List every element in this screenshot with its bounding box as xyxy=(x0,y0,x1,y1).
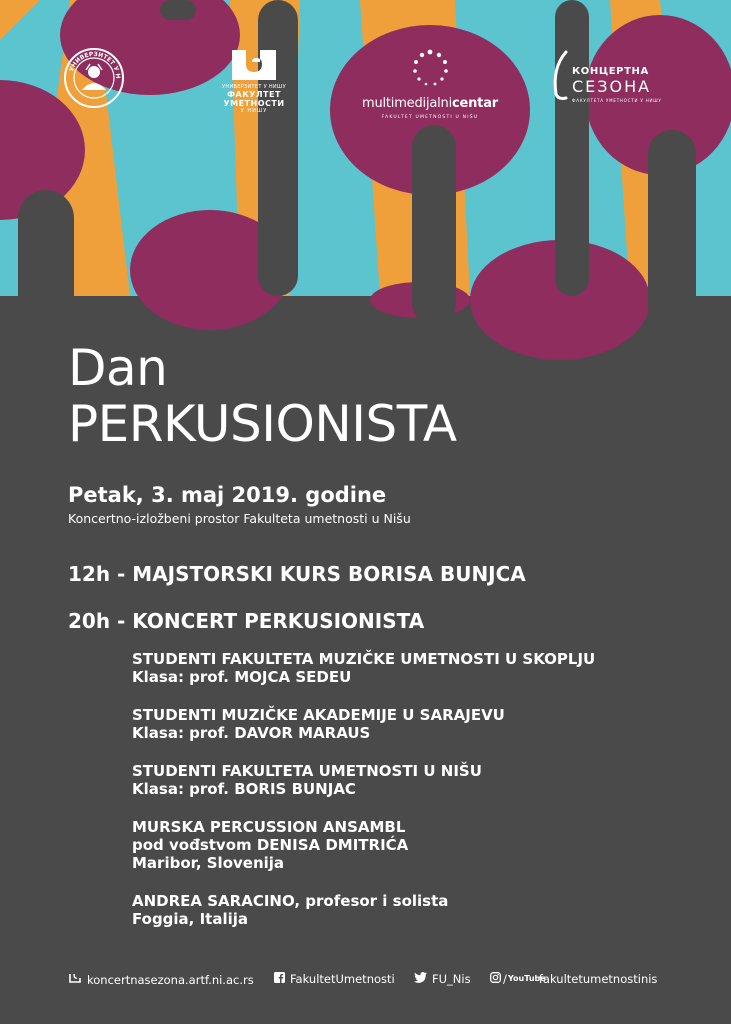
fakultet-logo-line4: У НИШУ xyxy=(240,108,268,114)
performer-line: STUDENTI FAKULTETA MUZIČKE UMETNOSTI U SKOPLJU xyxy=(132,650,596,668)
event-date: Petak, 3. maj 2019. godine xyxy=(68,483,387,507)
performer-block xyxy=(132,818,408,872)
performer-line: pod vođstvom DENISA DMITRIĆA xyxy=(132,836,409,854)
performer-line: MURSKA PERCUSSION ANSAMBL xyxy=(132,818,406,836)
footer-instagram-text: fakultetumetnostinis xyxy=(538,972,658,986)
fakultet-logo-line1: УНИВЕРЗИТЕТ У НИШУ xyxy=(222,84,286,90)
fakultet-logo-line3: УМЕТНОСТИ xyxy=(223,99,285,108)
performer-block xyxy=(132,762,482,798)
university-seal-logo xyxy=(62,46,126,110)
footer-website[interactable] xyxy=(68,972,254,987)
performer-line: ANDREA SARACINO, profesor i solista xyxy=(132,892,449,910)
footer-website-text: koncertnasezona.artf.ni.ac.rs xyxy=(87,972,254,987)
mmc-name-bold: centar xyxy=(452,96,498,111)
performer-line: Foggia, Italija xyxy=(132,910,249,928)
koncertna-line3: ФАКУЛТЕТА УМЕТНОСТИ У НИШУ xyxy=(572,98,662,103)
performer-line: Maribor, Slovenija xyxy=(132,854,285,872)
performer-line: Klasa: prof. MOJCA SEDEU xyxy=(132,668,352,686)
footer-facebook-text: FakultetUmetnosti xyxy=(290,972,395,986)
performer-line: STUDENTI MUZIČKE AKADEMIJE U SARAJEVU xyxy=(132,706,505,724)
performer-block xyxy=(132,892,448,928)
footer-twitter-text: FU_Nis xyxy=(432,972,471,986)
header-artwork xyxy=(0,0,731,296)
fakultet-umetnosti-logo xyxy=(222,50,286,114)
footer-instagram-youtube[interactable] xyxy=(490,972,657,986)
youtube-label: YouTube xyxy=(507,974,546,983)
footer-twitter[interactable] xyxy=(414,972,471,986)
footer-facebook[interactable] xyxy=(274,972,395,986)
university-ring-text: УНИВЕРЗИТЕТ У Н xyxy=(68,50,122,79)
mmc-sub: FAKULTET UMETNOSTI U NIŠU xyxy=(381,115,479,120)
multimedijalni-centar-logo xyxy=(355,48,505,120)
koncertna-sezona-icon xyxy=(68,972,82,987)
youtube-icon xyxy=(507,972,546,986)
title-line2: PERKUSIONISTA xyxy=(68,395,457,453)
mmc-name-light: multimedijalni xyxy=(362,96,452,111)
event-masterclass: 12h - MAJSTORSKI KURS BORISA BUNJCA xyxy=(68,562,526,586)
performer-block xyxy=(132,650,595,686)
event-venue: Koncertno-izložbeni prostor Fakulteta umetnosti u Nišu xyxy=(68,511,411,526)
facebook-icon xyxy=(274,972,285,986)
dot-ring-icon xyxy=(410,48,450,88)
koncertna-line1: КОНЦЕРТНА xyxy=(572,66,649,77)
footer-separator: / xyxy=(503,972,507,986)
performer-line: STUDENTI FAKULTETA UMETNOSTI U NIŠU xyxy=(132,762,482,780)
koncertna-line2: СЕЗОНА xyxy=(572,77,652,96)
twitter-icon xyxy=(414,972,427,986)
performer-block xyxy=(132,706,505,742)
title-line1: Dan xyxy=(68,339,168,397)
performer-line: Klasa: prof. DAVOR MARAUS xyxy=(132,724,371,742)
event-concert: 20h - KONCERT PERKUSIONISTA xyxy=(68,609,425,633)
fakultet-logo-line2: ФАКУЛТЕТ xyxy=(227,90,281,99)
instagram-icon xyxy=(490,972,501,986)
abstract-shapes xyxy=(0,0,731,296)
performer-line: Klasa: prof. BORIS BUNJAC xyxy=(132,780,356,798)
